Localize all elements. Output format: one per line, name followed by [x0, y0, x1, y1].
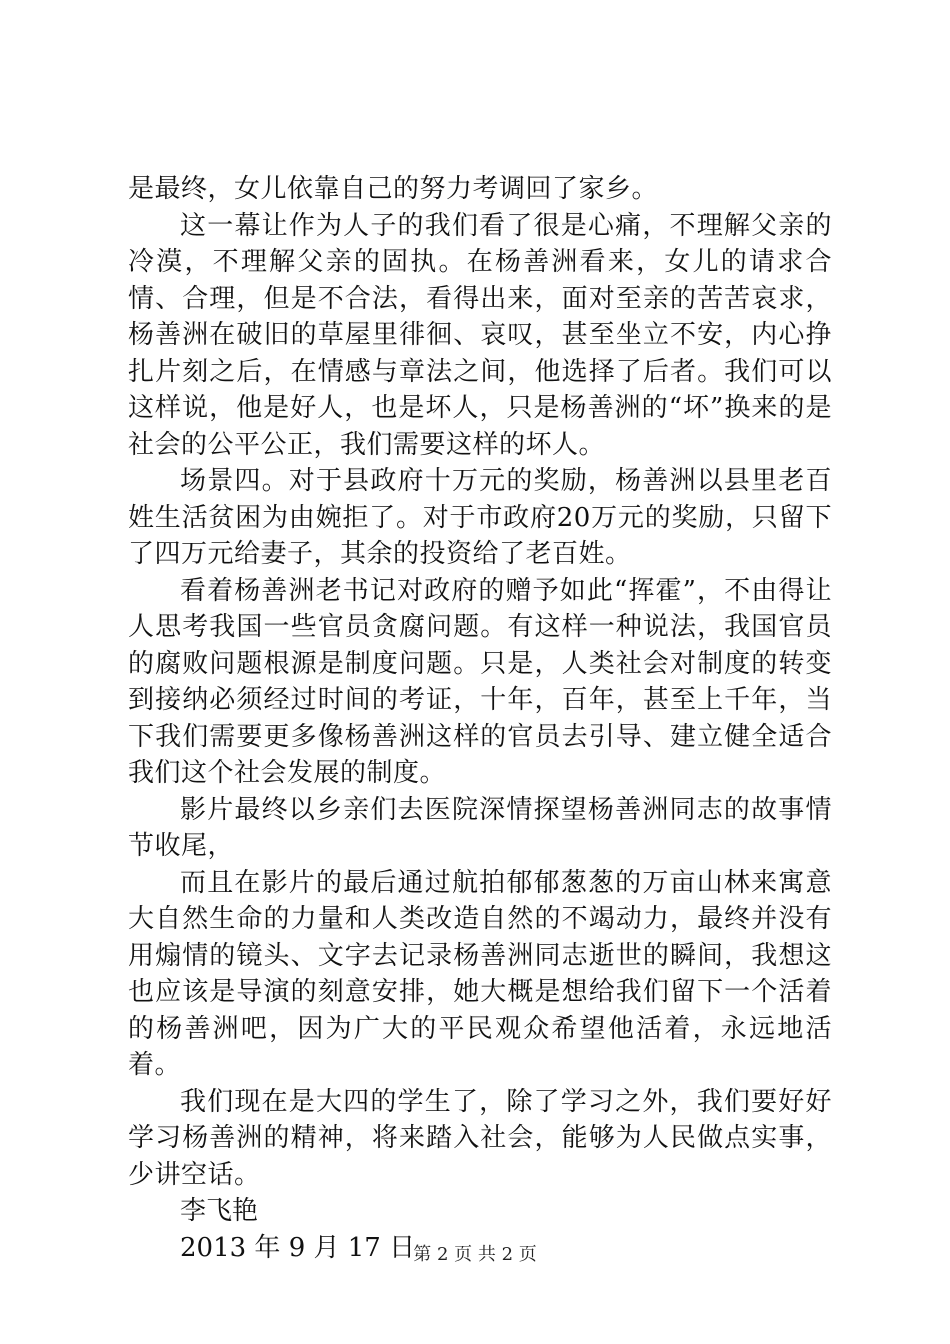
paragraph: 影片最终以乡亲们去医院深情探望杨善洲同志的故事情节收尾， — [128, 794, 832, 861]
signature-date: 2013 年 9 月 17 日 — [180, 1232, 416, 1263]
paragraph: 而且在影片的最后通过航拍郁郁葱葱的万亩山林来寓意大自然生命的力量和人类改造自然的不竭动力，最终并没有用煽情的镜头、文字去记录杨善洲同志逝世的瞬间，我想这也应该是导演的刻意安排，她大概是想给我们留下一个活着的杨善洲吧，因为广大的平民观众希望他活着，永远地活着。 — [128, 867, 832, 1080]
document-body — [128, 171, 832, 1266]
page-footer: 第 2 页 共 2 页 — [413, 1244, 537, 1265]
paragraph: 这一幕让作为人子的我们看了很是心痛，不理解父亲的冷漠，不理解父亲的固执。在杨善洲看来，女儿的请求合情、合理，但是不合法，看得出来，面对至亲的苦苦哀求，杨善洲在破旧的草屋里徘徊、哀叹，甚至坐立不安，内心挣扎片刻之后，在情感与章法之间，他选择了后者。我们可以这样说，他是好人，也是坏人，只是杨善洲的“坏”换来的是社会的公平公正，我们需要这样的坏人。 — [128, 210, 832, 460]
paragraph: 看着杨善洲老书记对政府的赠予如此“挥霍”，不由得让人思考我国一些官员贪腐问题。有这样一种说法，我国官员的腐败问题根源是制度问题。只是，人类社会对制度的转变到接纳必须经过时间的考证，十年，百年，甚至上千年，当下我们需要更多像杨善洲这样的官员去引导、建立健全适合我们这个社会发展的制度。 — [128, 575, 832, 788]
author-signature: 李飞艳 — [180, 1196, 259, 1226]
paragraph: 是最终，女儿依靠自己的努力考调回了家乡。 — [128, 174, 659, 204]
paragraph: 场景四。对于县政府十万元的奖励，杨善洲以县里老百姓生活贫困为由婉拒了。对于市政府20万元的奖励，只留下了四万元给妻子，其余的投资给了老百姓。 — [128, 466, 832, 569]
paragraph: 我们现在是大四的学生了，除了学习之外，我们要好好学习杨善洲的精神，将来踏入社会，能够为人民做点实事，少讲空话。 — [128, 1086, 832, 1190]
